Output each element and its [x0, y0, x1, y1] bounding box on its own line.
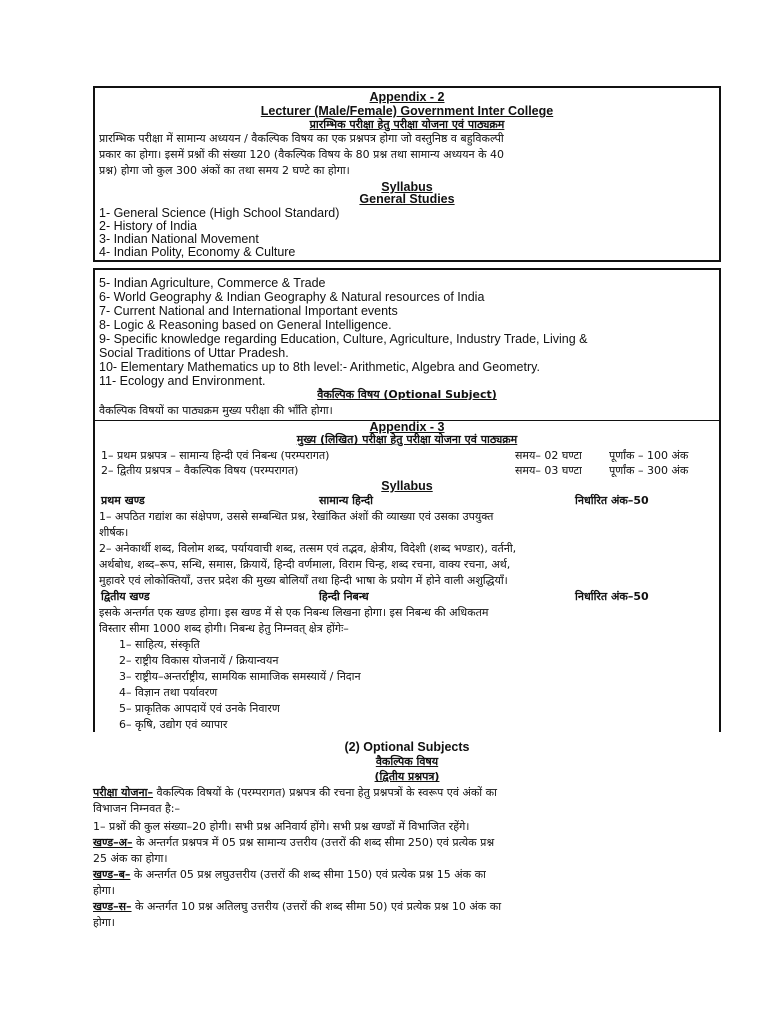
khanda-b-line-2: होगा।: [93, 884, 115, 897]
khanda-c-text: के अन्तर्गत 10 प्रश्न अतिलघु उत्तरीय (उत्तरों की शब्द सीमा 50) एवं प्रत्येक प्रश्न 10 अंक का: [131, 900, 502, 913]
essay-area-4: 4– विज्ञान तथा पर्यावरण: [119, 686, 218, 699]
section-1-label: प्रथम खण्ड: [101, 494, 145, 507]
khanda-a-label: खण्ड–अ–: [93, 836, 133, 849]
gs-item-1: 1- General Science (High School Standard): [99, 206, 340, 220]
essay-area-1: 1– साहित्य, संस्कृति: [119, 638, 200, 651]
optional-subtitle-2: (द्वितीय प्रश्नपत्र): [374, 770, 440, 783]
optional-subjects-title-text: (2) Optional Subjects: [344, 740, 470, 754]
khanda-b-text: के अन्तर्गत 05 प्रश्न लघुउत्तरीय (उत्तरों की शब्द सीमा 150) एवं प्रत्येक प्रश्न 15 अंक का: [130, 868, 486, 881]
section-1-header: [101, 494, 719, 508]
khanda-c-line-2: होगा।: [93, 916, 115, 929]
optional-subjects-title: [93, 740, 721, 754]
main-scheme-heading: मुख्य (लिखित) परीक्षा हेतु परीक्षा योजना एवं पाठ्यक्रम: [296, 433, 518, 446]
khanda-a-text: के अन्तर्गत प्रश्नपत्र में 05 प्रश्न सामान्य उत्तरीय (उत्तरों की शब्द सीमा 250) एवं प्रत्येक प्रश्न: [132, 836, 495, 849]
section-1-marks: निर्धारित अंक–50: [575, 494, 649, 507]
section-2-line-2: विस्तार सीमा 1000 शब्द होगी। निबन्ध हेतु निम्नवत् क्षेत्र होंगेः–: [99, 622, 349, 635]
khanda-b-label: खण्ड–ब–: [93, 868, 131, 881]
gs-item-7: 7- Current National and International Important events: [99, 304, 398, 318]
paper-2-name: 2– द्वितीय प्रश्नपत्र – वैकल्पिक विषय (परम्परागत): [101, 464, 299, 477]
syllabus-heading-2: Syllabus: [381, 479, 433, 493]
appendix-3-box: [93, 268, 721, 732]
scheme-text: वैकल्पिक विषयों के (परम्परागत) प्रश्नपत्र की रचना हेतु प्रश्नपत्रों के स्वरूप एवं अंकों का: [153, 786, 497, 799]
section-2-label: द्वितीय खण्ड: [101, 590, 150, 603]
appendix-2-subtitle: Lecturer (Male/Female) Government Inter College: [260, 104, 554, 118]
appendix-2-title: Appendix - 2: [369, 90, 445, 104]
scheme-line-2: विभाजन निम्नवत है:–: [93, 802, 181, 815]
section-1-subject: सामान्य हिन्दी: [319, 494, 373, 507]
gs-item-2: 2- History of India: [99, 219, 197, 233]
section-2-marks: निर्धारित अंक–50: [575, 590, 649, 603]
gs-item-6: 6- World Geography & Indian Geography & Natural resources of India: [99, 290, 485, 304]
gs-item-11: 11- Ecology and Environment.: [99, 374, 266, 388]
syllabus-heading: Syllabus: [381, 180, 433, 194]
optional-subtitle-1: वैकल्पिक विषय: [375, 755, 439, 768]
optional-subject-heading: वैकल्पिक विषय (Optional Subject): [317, 388, 497, 401]
khanda-c-line-1: [93, 900, 501, 914]
paper-1-name: 1– प्रथम प्रश्नपत्र – सामान्य हिन्दी एवं निबन्ध (परम्परागत): [101, 449, 330, 462]
section-1-line-5: मुहावरे एवं लोकोक्तियाँ, उत्तर प्रदेश की मुख्य बोलियाँ तथा हिन्दी भाषा के प्रयोग में होने वाली अशुद्धियाँ।: [99, 574, 508, 587]
essay-area-6: 6– कृषि, उद्योग एवं व्यापार: [119, 718, 228, 731]
optional-subjects-section: [93, 736, 721, 936]
optional-subject-note: वैकल्पिक विषयों का पाठ्यक्रम मुख्य परीक्षा की भाँति होगा।: [99, 404, 333, 417]
general-studies-heading: General Studies: [359, 192, 455, 206]
essay-area-2: 2– राष्ट्रीय विकास योजनायें / क्रियान्वयन: [119, 654, 279, 667]
paper-1-marks: पूर्णांक – 100 अंक: [609, 449, 689, 462]
scheme-label: परीक्षा योजना–: [93, 786, 154, 799]
khanda-a-line-2: 25 अंक का होगा।: [93, 852, 168, 865]
gs-item-5: 5- Indian Agriculture, Commerce & Trade: [99, 276, 326, 290]
khanda-a-line-1: [93, 836, 494, 850]
section-1-line-4: अर्थबोध, शब्द–रूप, सन्धि, समास, क्रियायें, हिन्दी वर्णमाला, विराम चिन्ह, शब्द रचना, वाक्य रचना, अर्थ,: [99, 558, 511, 571]
section-2-subject: हिन्दी निबन्ध: [319, 590, 369, 603]
paper-2-time: समय– 03 घण्टा: [515, 464, 582, 477]
intro-line-3: प्रश्न) होगा जो कुल 300 अंकों का तथा समय 2 घण्टे का होगा।: [99, 164, 350, 177]
section-1-line-2: शीर्षक।: [99, 526, 129, 539]
appendix-2-box: [93, 86, 721, 262]
paper-row-1: [101, 449, 719, 463]
gs-item-8: 8- Logic & Reasoning based on General Intelligence.: [99, 318, 392, 332]
gs-item-4: 4- Indian Polity, Economy & Culture: [99, 245, 296, 259]
gs-item-3: 3- Indian National Movement: [99, 232, 259, 246]
paper-2-marks: पूर्णांक – 300 अंक: [609, 464, 689, 477]
intro-line-1: प्रारम्भिक परीक्षा में सामान्य अध्ययन / वैकल्पिक विषय का एक प्रश्नपत्र होगा जो वस्तुनिष्ठ व बहुविकल्पी: [99, 132, 504, 145]
prelim-scheme-heading: प्रारम्भिक परीक्षा हेतु परीक्षा योजना एवं पाठ्यक्रम: [309, 118, 505, 131]
gs-item-9-cont: Social Traditions of Uttar Pradesh.: [99, 346, 289, 360]
appendix-3-title: Appendix - 3: [369, 420, 445, 434]
section-2-line-1: इसके अन्तर्गत एक खण्ड होगा। इस खण्ड में से एक निबन्ध लिखना होगा। इस निबन्ध की अधिकतम: [99, 606, 489, 619]
paper-1-time: समय– 02 घण्टा: [515, 449, 582, 462]
paper-row-2: [101, 464, 719, 478]
essay-area-5: 5– प्राकृतिक आपदायें एवं उनके निवारण: [119, 702, 280, 715]
khanda-b-line-1: [93, 868, 486, 882]
gs-item-10: 10- Elementary Mathematics up to 8th level:- Arithmetic, Algebra and Geometry.: [99, 360, 540, 374]
intro-line-2: प्रकार का होगा। इसमें प्रश्नों की संख्या 120 (वैकल्पिक विषय के 80 प्रश्न तथा सामान्य अध्ययन के 40: [99, 148, 505, 161]
essay-area-3: 3– राष्ट्रीय–अन्तर्राष्ट्रीय, सामयिक सामाजिक समस्यायें / निदान: [119, 670, 361, 683]
scheme-line-1: [93, 786, 497, 800]
rule-1: 1– प्रश्नों की कुल संख्या–20 होगी। सभी प्रश्न अनिवार्य होंगे। सभी प्रश्न खण्डों में विभाजित रहेंगे।: [93, 820, 470, 833]
khanda-c-label: खण्ड–स–: [93, 900, 132, 913]
gs-item-9: 9- Specific knowledge regarding Education, Culture, Agriculture, Industry Trade, Living &: [99, 332, 588, 346]
section-1-line-3: 2– अनेकार्थी शब्द, विलोम शब्द, पर्यायवाची शब्द, तत्सम एवं तद्भव, क्षेत्रीय, विदेशी (शब्द भण्डार), वर्तनी,: [99, 542, 517, 555]
section-2-header: [101, 590, 719, 604]
section-1-line-1: 1– अपठित गद्यांश का संक्षेपण, उससे सम्बन्धित प्रश्न, रेखांकित अंशों की व्याख्या एवं उसका उपयुक्त: [99, 510, 494, 523]
